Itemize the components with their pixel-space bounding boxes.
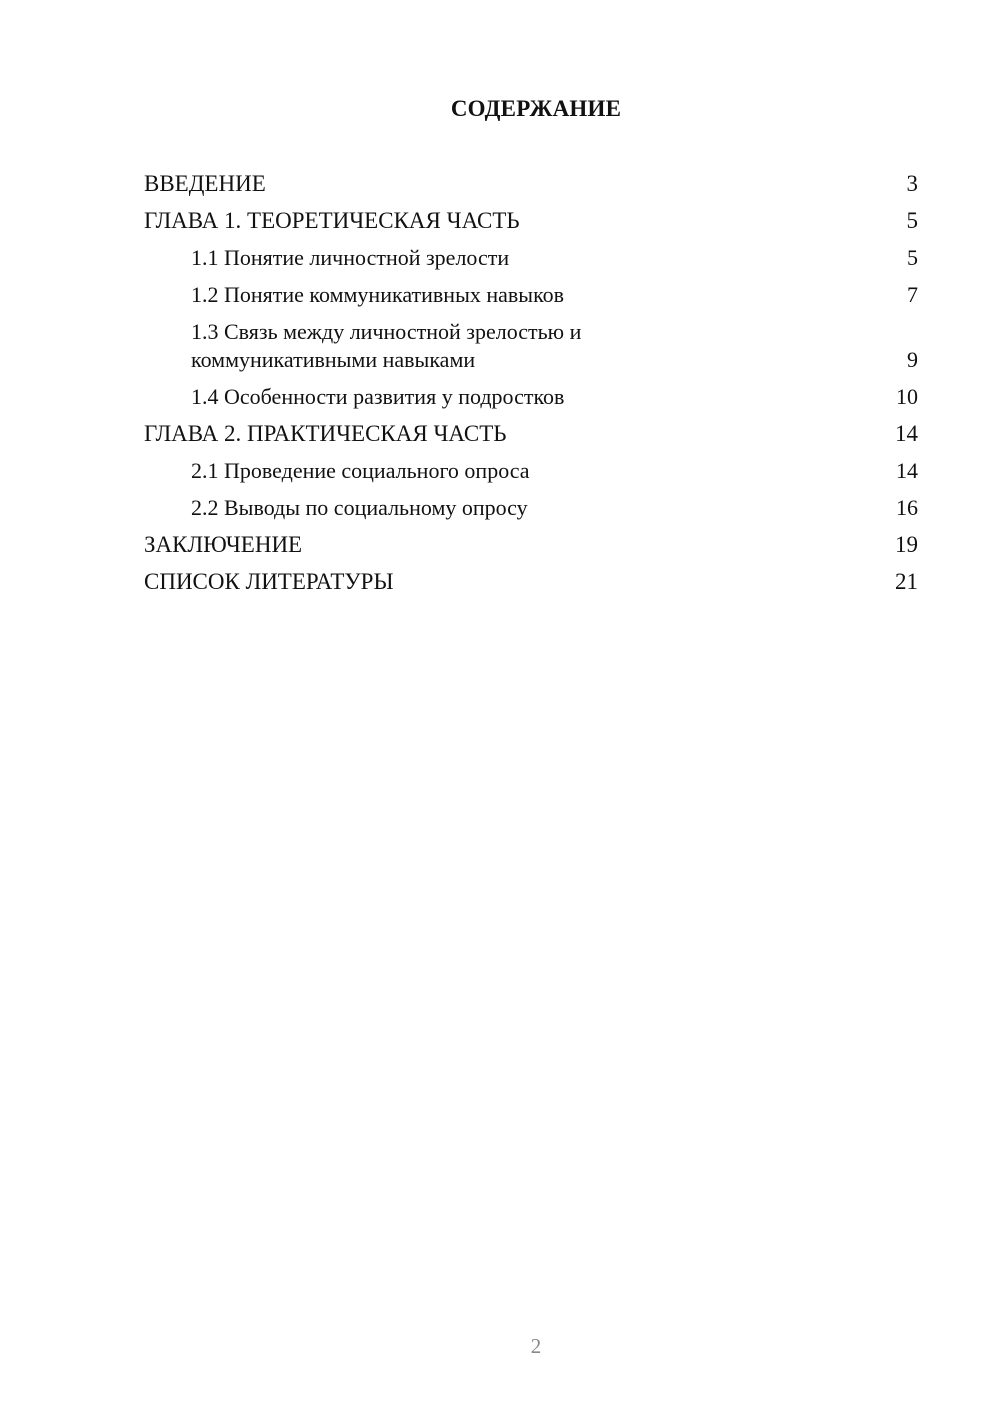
toc-entry-label: 2.2 Выводы по социальному опросу [191,495,528,520]
toc-entry-page: 7 [907,282,918,307]
toc-entry-page: 5 [906,208,918,233]
toc-entry-conclusion[interactable] [144,531,918,559]
toc-entry-label: ГЛАВА 1. ТЕОРЕТИЧЕСКАЯ ЧАСТЬ [144,208,520,233]
toc-entry-section-1-3[interactable] [144,318,918,374]
toc-entry-references[interactable] [144,568,918,596]
toc-entry-page: 14 [896,458,918,483]
toc-entry-section-2-1[interactable] [144,457,918,485]
toc-entry-introduction[interactable] [144,170,918,198]
toc-entry-page: 5 [907,245,918,270]
toc-entry-label: 2.1 Проведение социального опроса [191,458,530,483]
toc-entry-page: 16 [896,495,918,520]
toc-entry-page: 9 [907,347,918,372]
toc-entry-label: 1.1 Понятие личностной зрелости [191,245,510,270]
toc-entry-section-1-1[interactable] [144,244,918,272]
toc-entry-label: 1.2 Понятие коммуникативных навыков [191,282,565,307]
toc-entry-section-1-2[interactable] [144,281,918,309]
table-of-contents [144,170,918,605]
toc-entry-page: 21 [895,569,918,594]
page-number: 2 [530,1334,542,1358]
toc-entry-page: 19 [895,532,918,557]
toc-entry-label: 1.4 Особенности развития у подростков [191,384,565,409]
toc-entry-label: ВВЕДЕНИЕ [144,171,266,196]
toc-entry-label: 1.3 Связь между личностной зрелостью и коммуникативными навыками [191,319,582,372]
toc-entry-label: СПИСОК ЛИТЕРАТУРЫ [144,569,394,594]
toc-title: СОДЕРЖАНИЕ [450,96,622,121]
toc-entry-section-2-2[interactable] [144,494,918,522]
toc-entry-chapter-2[interactable] [144,420,918,448]
toc-entry-label: ЗАКЛЮЧЕНИЕ [144,532,303,557]
toc-entry-label: ГЛАВА 2. ПРАКТИЧЕСКАЯ ЧАСТЬ [144,421,507,446]
toc-entry-page: 10 [896,384,918,409]
toc-entry-page: 14 [895,421,918,446]
toc-entry-page: 3 [906,171,918,196]
toc-entry-chapter-1[interactable] [144,207,918,235]
toc-entry-section-1-4[interactable] [144,383,918,411]
